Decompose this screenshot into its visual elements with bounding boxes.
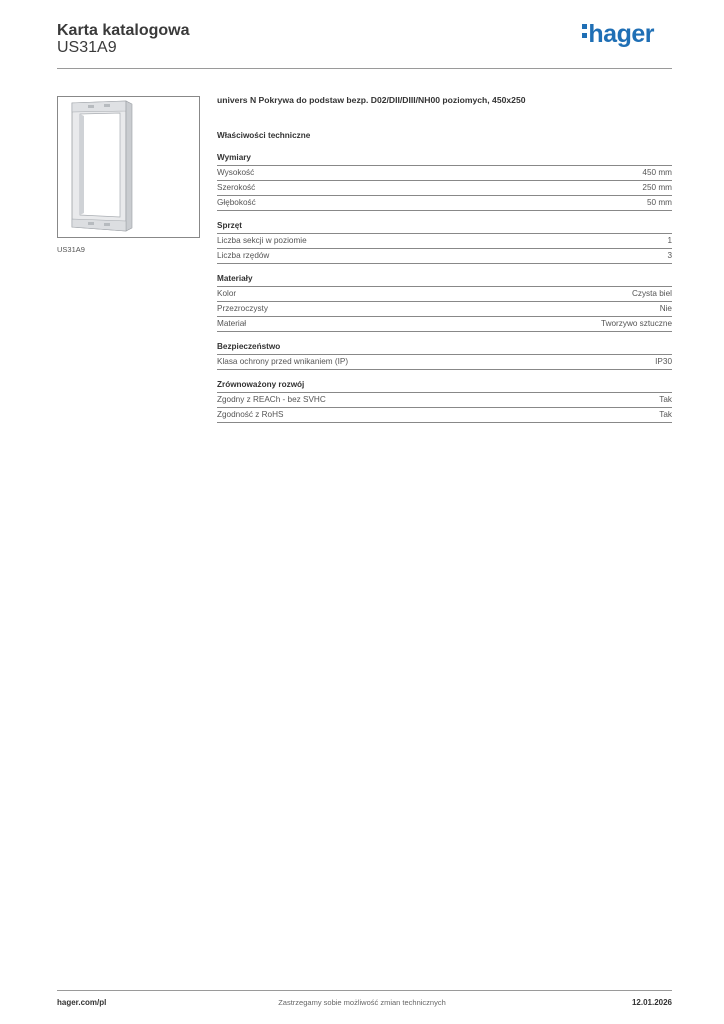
product-details [217,95,672,423]
spec-row [217,302,672,317]
spec-group-title: Zrównoważony rozwój [217,380,672,393]
spec-value: 1 [667,236,672,245]
spec-value: 3 [667,251,672,260]
spec-row [217,287,672,302]
spec-value: Nie [659,304,672,313]
spec-value: 50 mm [646,198,672,207]
footer-divider [57,990,672,991]
spec-label: Przezroczysty [217,304,268,313]
spec-group [217,380,672,423]
spec-group [217,274,672,332]
spec-label: Materiał [217,319,247,328]
spec-label: Głębokość [217,198,256,207]
spec-value: 250 mm [642,183,672,192]
spec-label: Zgodność z RoHS [217,410,284,419]
logo-text: hager [588,20,654,48]
spec-row [217,355,672,370]
spec-value: Tak [659,410,672,419]
spec-group [217,221,672,264]
page-header [57,20,672,68]
logo-dots-icon [582,24,587,39]
spec-group-title: Wymiary [217,153,672,166]
product-code: US31A9 [57,39,117,56]
spec-label: Liczba sekcji w poziomie [217,236,307,245]
specs-groups [217,153,672,423]
frame-cover-image-icon [58,97,199,237]
spec-value: IP30 [655,357,672,366]
footer-website-link[interactable]: hager.com/pl [57,998,107,1007]
spec-group-title: Materiały [217,274,672,287]
spec-row [217,234,672,249]
spec-row [217,249,672,264]
header-divider [57,68,672,69]
spec-value: 450 mm [642,168,672,177]
spec-row [217,196,672,211]
spec-row [217,393,672,408]
spec-label: Klasa ochrony przed wnikaniem (IP) [217,357,349,366]
spec-group-title: Sprzęt [217,221,672,234]
spec-value: Tworzywo sztuczne [601,319,672,328]
footer-notice: Zastrzegamy sobie możliwość zmian technicznych [278,998,446,1007]
spec-group [217,153,672,211]
spec-row [217,317,672,332]
spec-label: Wysokość [217,168,255,177]
spec-group-title: Bezpieczeństwo [217,342,672,355]
product-description: univers N Pokrywa do podstaw bezp. D02/DII/DIII/NH00 poziomych, 450x250 [217,95,526,105]
spec-value: Czysta biel [631,289,672,298]
spec-label: Szerokość [217,183,256,192]
product-image [57,96,200,238]
specs-section-title: Właściwości techniczne [217,131,311,140]
spec-label: Zgodny z REACh - bez SVHC [217,395,326,404]
spec-row [217,181,672,196]
spec-row [217,408,672,423]
spec-label: Liczba rzędów [217,251,270,260]
document-title: Karta katalogowa [57,22,190,39]
spec-group [217,342,672,370]
product-image-caption: US31A9 [57,245,85,254]
spec-label: Kolor [217,289,237,298]
hager-logo [582,20,654,49]
spec-row [217,166,672,181]
footer-date: 12.01.2026 [631,998,672,1007]
spec-value: Tak [659,395,672,404]
